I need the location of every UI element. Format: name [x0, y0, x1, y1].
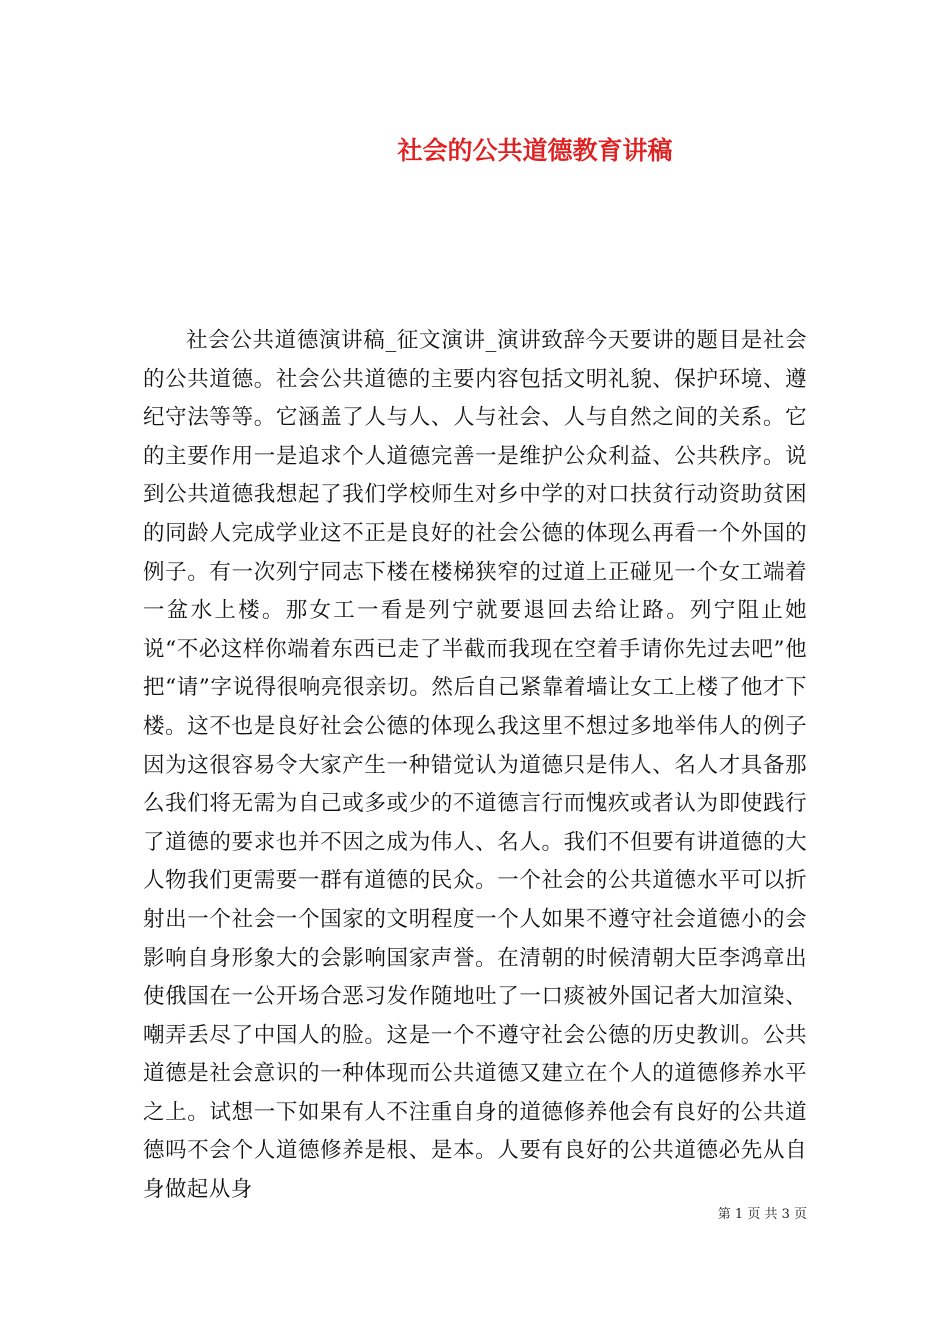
page-number-footer: 第 1 页 共 3 页 [717, 1207, 807, 1222]
body-paragraph: 社会公共道德演讲稿_征文演讲_演讲致辞今天要讲的题目是社会的公共道德。社会公共道德的主要内容包括文明礼貌、保护环境、遵纪守法等等。它涵盖了人与人、人与社会、人与自然之间的关系。它的主要作用一是追求个人道德完善一是维护公众利益、公共秩序。说到公共道德我想起了我们学校师生对乡中学的对口扶贫行动资助贫困的同龄人完成学业这不正是良好的社会公德的体现么再看一个外国的例子。有一次列宁同志下楼在楼梯狭窄的过道上正碰见一个女工端着一盆水上楼。那女工一看是列宁就要退回去给让路。列宁阻止她说“不必这样你端着东西已走了半截而我现在空着手请你先过去吧”他把“请”字说得很响亮很亲切。然后自己紧靠着墙让女工上楼了他才下楼。这不也是良好社会公德的体现么我这里不想过多地举伟人的例子因为这很容易令大家产生一种错觉认为道德只是伟人、名人才具备那么我们将无需为自己或多或少的不道德言行而愧疚或者认为即使践行了道德的要求也并不因之成为伟人、名人。我们不但要有讲道德的大人物我们更需要一群有道德的民众。一个社会的公共道德水平可以折射出一个社会一个国家的文明程度一个人如果不遵守社会道德小的会影响自身形象大的会影响国家声誉。在清朝的时候清朝大臣李鸿章出使俄国在一公开场合恶习发作随地吐了一口痰被外国记者大加渲染、嘲弄丢尽了中国人的脸。这是一个不遵守社会公德的历史教训。公共道德是社会意识的一种体现而公共道德又建立在个人的道德修养水平之上。试想一下如果有人不注重自身的道德修养他会有良好的公共道德吗不会个人道德修养是根、是本。人要有良好的公共道德必先从自身做起从身 [143, 328, 807, 1203]
document-title: 社会的公共道德教育讲稿 [397, 136, 673, 165]
